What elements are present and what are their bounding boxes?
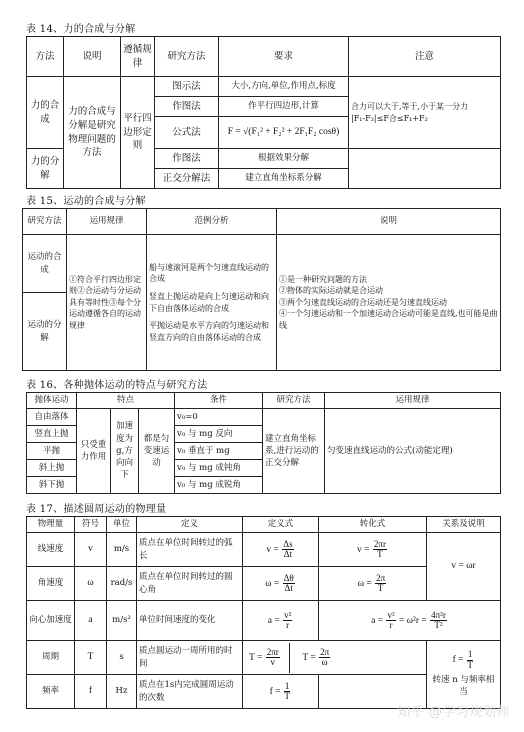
t14-desc: 力的合成与分解是研究物理问题的方法 — [64, 77, 121, 189]
t17-qty-3: 向心加速度 — [27, 601, 75, 641]
t17-header-rel: 关系及说明 — [427, 517, 501, 533]
t15-header-law: 运用规律 — [67, 209, 147, 235]
t17-qty-5: 频率 — [27, 675, 75, 709]
t16-motion-3: 平抛 — [27, 443, 77, 460]
t14-note — [349, 77, 501, 149]
t17-header-qty: 物理量 — [27, 517, 75, 533]
t17-rel-2 — [427, 641, 501, 709]
t17-defeq-5: f = $\frac{1}{T}$ — [243, 675, 319, 709]
t16-motion-2: 竖直上抛 — [27, 426, 77, 443]
t16-header-law: 运用规律 — [325, 393, 501, 409]
t16-header-cond: 条件 — [175, 393, 263, 409]
t14-header-method: 方法 — [27, 37, 64, 77]
t14-method-4: 作图法 — [155, 149, 219, 169]
t14-req-5: 建立直角坐标系分解 — [219, 169, 349, 189]
t17-unit-5: Hz — [107, 675, 137, 709]
t17-conv-2: ω = $\frac{2\pi}{T}$ — [319, 567, 427, 601]
t17-unit-2: rad/s — [107, 567, 137, 601]
t17-unit-1: m/s — [107, 533, 137, 567]
t15-example-3: 平抛运动是水平方向的匀速运动和竖直方向的自由落体运动的合成 — [149, 321, 269, 342]
t17-header-unit: 单位 — [107, 517, 137, 533]
t14-row-decompose: 力的分解 — [27, 149, 64, 189]
t16-law: 匀变速直线运动的公式(动能定理) — [325, 409, 501, 494]
t17-header-defeq: 定义式 — [243, 517, 319, 533]
t14-req-4: 根据效果分解 — [219, 149, 349, 169]
t16-cond-4: v₀ 与 mg 成钝角 — [175, 460, 263, 477]
t15-example-1: 船与速滚河是两个匀速直线运动的合成 — [149, 262, 269, 284]
t17-sym-4: T — [75, 641, 107, 675]
t14-header-research: 研究方法 — [155, 37, 219, 77]
t16-feature-1: 只受重力作用 — [77, 409, 111, 494]
t14-method-3: 公式法 — [155, 117, 219, 149]
t14-header-req: 要求 — [219, 37, 349, 77]
t16-cond-3: v₀ 垂直于 mg — [175, 443, 263, 460]
t14-method-1: 图示法 — [155, 77, 219, 97]
t14-header-note: 注意 — [349, 37, 501, 77]
t16-feature-3: 都是匀变速运动 — [139, 409, 175, 494]
table16 — [26, 392, 501, 494]
t16-cond-5: v₀ 与 mg 成锐角 — [175, 477, 263, 494]
t15-row-compose: 运动的合成 — [23, 235, 67, 293]
t17-sym-5: f — [75, 675, 107, 709]
t14-note-empty — [349, 149, 501, 189]
t16-header-motion: 抛体运动 — [27, 393, 77, 409]
t16-cond-1: v₀=0 — [175, 409, 263, 426]
t17-defeq-1: v = $\frac{\Delta s}{\Delta t}$ — [243, 533, 319, 567]
t16-header-feature: 特点 — [77, 393, 175, 409]
t16-feature-2: 加速度为g,方向向下 — [111, 409, 139, 494]
table14 — [26, 36, 501, 189]
t15-law: ①符合平行四边形定则②合运动与分运动具有等时性③每个分运动遵循各自的运动规律 — [67, 235, 147, 371]
table17-title: 表 17、描述圆周运动的物理量 — [26, 504, 167, 515]
t14-law: 平行四边形定则 — [121, 77, 155, 189]
t17-sym-2: ω — [75, 567, 107, 601]
t15-header-method: 研究方法 — [23, 209, 67, 235]
t17-conv-3: a = $\frac{\text{v²}}{r}$ = ω²r = $\frac{\text{4π²r}}{\text{T²}}$ — [319, 601, 501, 641]
t17-unit-4: s — [107, 641, 137, 675]
t17-def-2: 质点在单位时间转过的圆心角 — [137, 567, 243, 601]
t14-method-2: 作图法 — [155, 97, 219, 117]
t17-def-4: 质点圆运动一周所用的时间 — [137, 641, 243, 675]
t17-defeq-4: T = $\frac{2\pi r}{v}$ T = $\frac{2\pi}{\omega}$ — [243, 641, 427, 675]
t14-row-compose: 力的合成 — [27, 77, 64, 149]
t17-def-1: 质点在单位时间转过的弧长 — [137, 533, 243, 567]
table17 — [26, 516, 501, 709]
t15-desc-1: ①是一种研究问题的方法 — [279, 274, 367, 284]
table16-title: 表 16、各种抛体运动的特点与研究方法 — [26, 380, 208, 391]
t17-rel-note: 转速 n 与频率相当 — [432, 675, 495, 698]
table15-title: 表 15、运动的合成与分解 — [26, 196, 146, 207]
t17-header-def: 定义 — [137, 517, 243, 533]
t14-note-1: 合力可以大于,等于,小于某一分力 — [351, 101, 469, 111]
t17-qty-1: 线速度 — [27, 533, 75, 567]
t15-header-example: 范例分析 — [147, 209, 277, 235]
t16-motion-4: 斜上抛 — [27, 460, 77, 477]
t14-note-2: |F₁-F₂|≤F合≤F₁+F₂ — [351, 113, 428, 123]
t17-defeq-3: a = $\frac{\text{v²}}{r}$ — [243, 601, 319, 641]
t15-examples — [147, 235, 277, 371]
t14-req-1: 大小,方向,单位,作用点,标度 — [219, 77, 349, 97]
t17-sym-3: a — [75, 601, 107, 641]
t15-row-decompose: 运动的分解 — [23, 293, 67, 371]
table14-title: 表 14、力的合成与分解 — [26, 24, 136, 35]
t17-qty-4: 周期 — [27, 641, 75, 675]
t15-desc-4: ④一个匀速运动和一个加速运动合运动可能是直线,也可能是曲线 — [279, 309, 498, 330]
t15-desc — [277, 235, 501, 371]
t17-def-5: 质点在1s内完成圆周运动的次数 — [137, 675, 243, 709]
t17-rel-1: v = ωr — [427, 533, 501, 601]
t17-qty-2: 角速度 — [27, 567, 75, 601]
t17-defeq-2: ω = $\frac{\Delta\theta}{\Delta t}$ — [243, 567, 319, 601]
t17-header-conv: 转化式 — [319, 517, 427, 533]
t17-rel-formula: f = $\frac{1}{T}$ — [452, 649, 473, 670]
t17-conv-1: v = $\frac{2\pi r}{T}$ — [319, 533, 427, 567]
t14-method-5: 正交分解法 — [155, 169, 219, 189]
t15-desc-2: ②物体的实际运动就是合运动 — [279, 286, 383, 296]
t17-sym-1: v — [75, 533, 107, 567]
t14-header-law: 遵循规律 — [121, 37, 155, 77]
watermark: 知乎 @学习规划师 — [397, 705, 510, 720]
t16-motion-1: 自由落体 — [27, 409, 77, 426]
table15 — [22, 208, 501, 371]
t14-req-3: F = √(F₁² + F₂² + 2F₁F₂ cosθ) — [219, 117, 349, 149]
t14-header-desc: 说明 — [64, 37, 121, 77]
t14-req-2: 作平行四边形,计算 — [219, 97, 349, 117]
t15-header-desc: 说明 — [277, 209, 501, 235]
t16-research: 建立直角坐标系,进行运动的正交分解 — [263, 409, 325, 494]
t16-cond-2: v₀ 与 mg 反向 — [175, 426, 263, 443]
t15-example-2: 竖直上抛运动是向上匀速运动和向下自由落体运动的合成 — [149, 291, 269, 313]
t15-desc-3: ③两个匀速直线运动的合运动还是匀速直线运动 — [279, 297, 447, 307]
t17-def-3: 单位时间速度的变化 — [137, 601, 243, 641]
t16-header-research: 研究方法 — [263, 393, 325, 409]
t16-motion-5: 斜下抛 — [27, 477, 77, 494]
t17-header-sym: 符号 — [75, 517, 107, 533]
t17-unit-3: m/s² — [107, 601, 137, 641]
